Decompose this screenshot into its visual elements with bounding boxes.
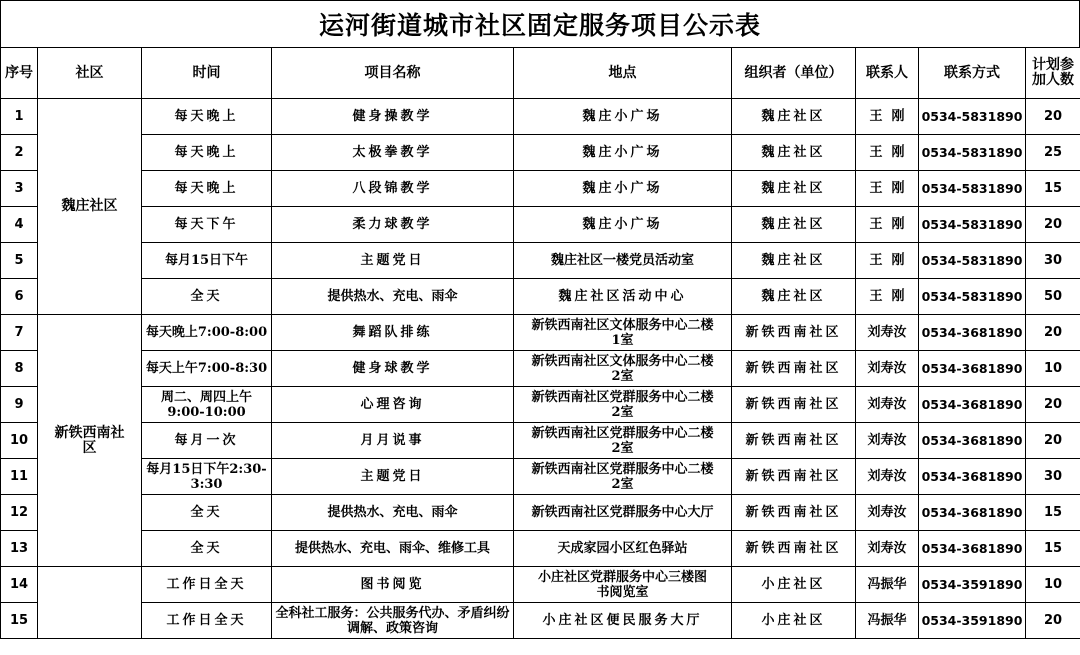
row-count: 10 [1026,567,1080,603]
row-place: 新铁西南社区党群服务中心二楼2室 [514,387,732,423]
row-time: 每月15日下午2:30-3:30 [142,459,272,495]
row-place: 魏庄小广场 [514,207,732,243]
row-idx: 15 [1,603,38,639]
row-time: 全天 [142,495,272,531]
header-contact: 联系人 [856,48,919,99]
row-contact: 王 刚 [856,99,919,135]
row-phone: 0534-5831890 [919,135,1026,171]
table-row [1,459,1080,495]
table-row [1,603,1080,639]
table-row [1,531,1080,567]
row-project: 舞蹈队排练 [272,315,514,351]
row-project: 提供热水、充电、雨伞 [272,279,514,315]
community-cell: 魏庄社区 [38,99,142,315]
header-phone: 联系方式 [919,48,1026,99]
row-project: 全科社工服务：公共服务代办、矛盾纠纷调解、政策咨询 [272,603,514,639]
row-organizer: 魏庄社区 [732,243,856,279]
row-time: 工作日全天 [142,567,272,603]
row-contact: 刘寿汝 [856,315,919,351]
table-row [1,387,1080,423]
table-row [1,171,1080,207]
page-title: 运河街道城市社区固定服务项目公示表 [318,11,761,40]
row-phone: 0534-5831890 [919,243,1026,279]
row-time: 每天下午 [142,207,272,243]
row-contact: 冯振华 [856,603,919,639]
row-count: 25 [1026,135,1080,171]
row-project: 八段锦教学 [272,171,514,207]
row-time: 每月一次 [142,423,272,459]
row-phone: 0534-3681890 [919,351,1026,387]
header-place: 地点 [514,48,732,99]
row-contact: 刘寿汝 [856,351,919,387]
table-row [1,423,1080,459]
row-organizer: 新铁西南社区 [732,423,856,459]
row-place: 小庄社区党群服务中心三楼图书阅览室 [514,567,732,603]
row-contact: 刘寿汝 [856,495,919,531]
row-time: 周二、周四上午9:00-10:00 [142,387,272,423]
row-idx: 2 [1,135,38,171]
title-bar [0,0,1080,47]
row-time: 每天晚上 [142,99,272,135]
row-phone: 0534-3681890 [919,459,1026,495]
table-row [1,351,1080,387]
row-project: 提供热水、充电、雨伞、维修工具 [272,531,514,567]
row-contact: 刘寿汝 [856,459,919,495]
row-time: 全天 [142,279,272,315]
row-time: 每天晚上 [142,171,272,207]
row-idx: 7 [1,315,38,351]
header-count: 计划参加人数 [1026,48,1080,99]
row-project: 主题党日 [272,243,514,279]
row-place: 魏庄社区一楼党员活动室 [514,243,732,279]
row-place: 新铁西南社区党群服务中心大厅 [514,495,732,531]
row-organizer: 新铁西南社区 [732,351,856,387]
row-phone: 0534-3681890 [919,315,1026,351]
row-project: 健身球教学 [272,351,514,387]
row-count: 30 [1026,243,1080,279]
row-phone: 0534-5831890 [919,171,1026,207]
row-contact: 王 刚 [856,279,919,315]
row-phone: 0534-3681890 [919,423,1026,459]
row-contact: 刘寿汝 [856,423,919,459]
header-time: 时间 [142,48,272,99]
row-contact: 王 刚 [856,207,919,243]
row-place: 魏庄社区活动中心 [514,279,732,315]
row-organizer: 魏庄社区 [732,135,856,171]
row-place: 魏庄小广场 [514,99,732,135]
row-contact: 王 刚 [856,243,919,279]
row-count: 20 [1026,315,1080,351]
row-place: 新铁西南社区党群服务中心二楼2室 [514,423,732,459]
row-organizer: 新铁西南社区 [732,531,856,567]
row-time: 每天晚上 [142,135,272,171]
row-organizer: 新铁西南社区 [732,315,856,351]
table-row [1,315,1080,351]
row-time: 工作日全天 [142,603,272,639]
row-project: 柔力球教学 [272,207,514,243]
row-project: 心理咨询 [272,387,514,423]
row-organizer: 魏庄社区 [732,171,856,207]
row-place: 魏庄小广场 [514,171,732,207]
header-community: 社区 [38,48,142,99]
row-project: 太极拳教学 [272,135,514,171]
header-project: 项目名称 [272,48,514,99]
row-count: 20 [1026,603,1080,639]
row-count: 10 [1026,351,1080,387]
row-idx: 14 [1,567,38,603]
row-phone: 0534-3681890 [919,495,1026,531]
row-project: 图书阅览 [272,567,514,603]
row-phone: 0534-5831890 [919,207,1026,243]
row-project: 主题党日 [272,459,514,495]
row-idx: 13 [1,531,38,567]
row-phone: 0534-3591890 [919,603,1026,639]
row-idx: 4 [1,207,38,243]
header-row [1,48,1080,99]
row-time: 每天上午7:00-8:30 [142,351,272,387]
row-organizer: 新铁西南社区 [732,495,856,531]
row-organizer: 小庄社区 [732,603,856,639]
table-row [1,135,1080,171]
row-phone: 0534-5831890 [919,279,1026,315]
row-time: 每天晚上7:00-8:00 [142,315,272,351]
row-contact: 冯振华 [856,567,919,603]
table-row [1,243,1080,279]
row-idx: 3 [1,171,38,207]
row-count: 20 [1026,423,1080,459]
header-organizer: 组织者（单位） [732,48,856,99]
table-row [1,279,1080,315]
row-project: 提供热水、充电、雨伞 [272,495,514,531]
row-idx: 12 [1,495,38,531]
header-idx: 序号 [1,48,38,99]
row-count: 30 [1026,459,1080,495]
row-count: 20 [1026,207,1080,243]
row-place: 小庄社区便民服务大厅 [514,603,732,639]
row-organizer: 魏庄社区 [732,207,856,243]
row-place: 天成家园小区红色驿站 [514,531,732,567]
row-idx: 6 [1,279,38,315]
row-idx: 8 [1,351,38,387]
community-cell: 新铁西南社区 [38,315,142,567]
row-project: 月月说事 [272,423,514,459]
row-idx: 9 [1,387,38,423]
row-idx: 11 [1,459,38,495]
row-organizer: 小庄社区 [732,567,856,603]
row-phone: 0534-3591890 [919,567,1026,603]
row-contact: 刘寿汝 [856,531,919,567]
row-organizer: 魏庄社区 [732,99,856,135]
table-row [1,495,1080,531]
table-row [1,99,1080,135]
row-phone: 0534-3681890 [919,531,1026,567]
row-contact: 王 刚 [856,135,919,171]
row-place: 新铁西南社区文体服务中心二楼1室 [514,315,732,351]
row-contact: 刘寿汝 [856,387,919,423]
row-place: 魏庄小广场 [514,135,732,171]
row-time: 每月15日下午 [142,243,272,279]
row-count: 50 [1026,279,1080,315]
row-organizer: 新铁西南社区 [732,459,856,495]
row-count: 20 [1026,387,1080,423]
row-organizer: 新铁西南社区 [732,387,856,423]
service-table [0,47,1080,639]
row-idx: 10 [1,423,38,459]
row-count: 15 [1026,171,1080,207]
row-idx: 1 [1,99,38,135]
row-count: 15 [1026,531,1080,567]
table-row [1,207,1080,243]
row-organizer: 魏庄社区 [732,279,856,315]
row-count: 15 [1026,495,1080,531]
community-cell [38,567,142,639]
row-time: 全天 [142,531,272,567]
row-count: 20 [1026,99,1080,135]
row-place: 新铁西南社区党群服务中心二楼2室 [514,459,732,495]
row-phone: 0534-5831890 [919,99,1026,135]
row-contact: 王 刚 [856,171,919,207]
row-idx: 5 [1,243,38,279]
row-phone: 0534-3681890 [919,387,1026,423]
row-place: 新铁西南社区文体服务中心二楼2室 [514,351,732,387]
row-project: 健身操教学 [272,99,514,135]
table-row [1,567,1080,603]
